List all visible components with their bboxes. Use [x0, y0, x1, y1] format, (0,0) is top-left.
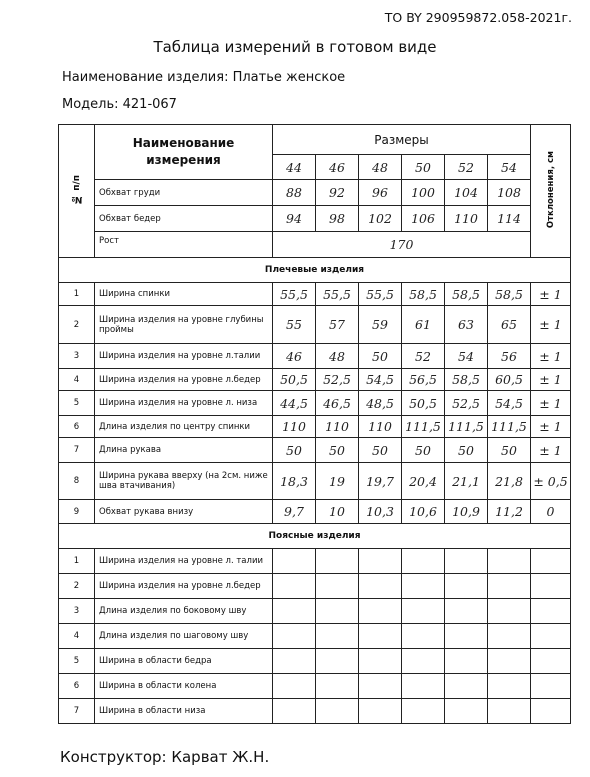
row-label: Ширина в области бедра [95, 649, 273, 674]
row-value: 111,5 [402, 416, 445, 438]
empty-cell [273, 549, 316, 574]
top-row-value: 88 [273, 180, 316, 206]
row-value: 54,5 [359, 369, 402, 391]
table-row [59, 283, 571, 306]
table-row [59, 306, 571, 344]
size-48: 48 [359, 155, 402, 180]
empty-cell [445, 574, 488, 599]
row-label: Ширина в области колена [95, 674, 273, 699]
row-tolerance: ± 1 [531, 369, 571, 391]
row-number: 4 [59, 369, 95, 391]
empty-cell [273, 674, 316, 699]
row-label: Длина изделия по боковому шву [95, 599, 273, 624]
empty-cell [531, 549, 571, 574]
row-value: 110 [316, 416, 359, 438]
row-value: 111,5 [445, 416, 488, 438]
row-tolerance: ± 1 [531, 306, 571, 344]
row-value: 50 [359, 344, 402, 369]
tolerance-header-cell [531, 125, 571, 258]
row-value: 59 [359, 306, 402, 344]
table-row [59, 549, 571, 574]
sizes-header: Размеры [273, 125, 531, 155]
row-label: Ширина рукава вверху (на 2см. ниже шва втачивания) [95, 463, 273, 500]
section-waist-title: Поясные изделия [59, 524, 571, 549]
tolerance-header: Отклонения, см [545, 150, 556, 229]
row-number: 4 [59, 624, 95, 649]
row-value: 10 [316, 500, 359, 524]
row-value: 9,7 [273, 500, 316, 524]
top-row-value: 108 [488, 180, 531, 206]
top-row-label: Обхват груди [95, 180, 273, 206]
empty-cell [273, 574, 316, 599]
row-value: 50 [488, 438, 531, 463]
row-value: 50 [445, 438, 488, 463]
table-row [59, 699, 571, 724]
row-value: 55 [273, 306, 316, 344]
row-value: 10,6 [402, 500, 445, 524]
row-label: Длина изделия по шаговому шву [95, 624, 273, 649]
row-label: Ширина изделия на уровне л. низа [95, 391, 273, 416]
row-label: Ширина изделия на уровне л.бедер [95, 369, 273, 391]
table-row [59, 391, 571, 416]
row-value: 50 [359, 438, 402, 463]
row-value: 110 [359, 416, 402, 438]
row-value: 52,5 [316, 369, 359, 391]
top-row-value: 92 [316, 180, 359, 206]
name-header: Наименование измерения [95, 125, 273, 180]
empty-cell [445, 699, 488, 724]
empty-cell [359, 599, 402, 624]
row-number: 8 [59, 463, 95, 500]
row-value: 60,5 [488, 369, 531, 391]
top-row-value: 102 [359, 206, 402, 232]
row-value: 50 [273, 438, 316, 463]
empty-cell [531, 674, 571, 699]
row-value: 10,3 [359, 500, 402, 524]
empty-cell [488, 599, 531, 624]
measurements-table [58, 124, 571, 724]
empty-cell [402, 574, 445, 599]
row-label: Обхват рукава внизу [95, 500, 273, 524]
empty-cell [402, 549, 445, 574]
empty-cell [273, 699, 316, 724]
row-value: 52,5 [445, 391, 488, 416]
row-value: 10,9 [445, 500, 488, 524]
empty-cell [402, 674, 445, 699]
row-label: Ширина изделия на уровне л.талии [95, 344, 273, 369]
empty-cell [488, 674, 531, 699]
size-44: 44 [273, 155, 316, 180]
row-value: 55,5 [273, 283, 316, 306]
top-row-value: 100 [402, 180, 445, 206]
num-header: № п/п [71, 175, 82, 204]
row-value: 58,5 [488, 283, 531, 306]
num-header-cell [59, 125, 95, 258]
empty-cell [488, 624, 531, 649]
empty-cell [531, 624, 571, 649]
empty-cell [359, 624, 402, 649]
row-number: 1 [59, 549, 95, 574]
size-52: 52 [445, 155, 488, 180]
row-label: Ширина изделия на уровне л.бедер [95, 574, 273, 599]
top-row-value: 94 [273, 206, 316, 232]
row-label: Ширина спинки [95, 283, 273, 306]
row-label: Ширина изделия на уровне л. талии [95, 549, 273, 574]
height-value: 170 [273, 232, 531, 258]
row-value: 65 [488, 306, 531, 344]
empty-cell [359, 699, 402, 724]
row-tolerance: 0 [531, 500, 571, 524]
row-number: 5 [59, 649, 95, 674]
row-label: Ширина в области низа [95, 699, 273, 724]
row-value: 19 [316, 463, 359, 500]
row-value: 56,5 [402, 369, 445, 391]
row-value: 19,7 [359, 463, 402, 500]
empty-cell [316, 649, 359, 674]
top-row-value: 106 [402, 206, 445, 232]
empty-cell [316, 674, 359, 699]
empty-cell [445, 674, 488, 699]
table-row [59, 624, 571, 649]
row-label: Длина изделия по центру спинки [95, 416, 273, 438]
row-tolerance: ± 0,5 [531, 463, 571, 500]
row-label: Ширина изделия на уровне глубины проймы [95, 306, 273, 344]
empty-cell [359, 574, 402, 599]
empty-cell [273, 649, 316, 674]
model-number: Модель: 421-067 [62, 97, 177, 112]
row-value: 50,5 [402, 391, 445, 416]
row-number: 6 [59, 674, 95, 699]
empty-cell [273, 599, 316, 624]
row-value: 55,5 [359, 283, 402, 306]
top-row-value: 104 [445, 180, 488, 206]
row-number: 3 [59, 599, 95, 624]
table-row [59, 500, 571, 524]
row-value: 58,5 [445, 283, 488, 306]
table-row [59, 649, 571, 674]
row-value: 48 [316, 344, 359, 369]
row-value: 48,5 [359, 391, 402, 416]
row-value: 21,1 [445, 463, 488, 500]
table-row [59, 416, 571, 438]
empty-cell [531, 649, 571, 674]
row-value: 58,5 [445, 369, 488, 391]
empty-cell [316, 574, 359, 599]
row-value: 21,8 [488, 463, 531, 500]
top-row-value: 110 [445, 206, 488, 232]
empty-cell [445, 624, 488, 649]
size-46: 46 [316, 155, 359, 180]
row-value: 111,5 [488, 416, 531, 438]
section-shoulder-title: Плечевые изделия [59, 258, 571, 283]
empty-cell [402, 624, 445, 649]
empty-cell [359, 549, 402, 574]
row-value: 46 [273, 344, 316, 369]
table-row [59, 674, 571, 699]
row-number: 1 [59, 283, 95, 306]
row-value: 46,5 [316, 391, 359, 416]
row-number: 2 [59, 574, 95, 599]
row-value: 61 [402, 306, 445, 344]
row-value: 54 [445, 344, 488, 369]
document-title: Таблица измерений в готовом виде [153, 38, 437, 56]
table-row [59, 463, 571, 500]
empty-cell [273, 624, 316, 649]
row-number: 7 [59, 438, 95, 463]
row-tolerance: ± 1 [531, 344, 571, 369]
row-value: 20,4 [402, 463, 445, 500]
empty-cell [488, 699, 531, 724]
row-value: 52 [402, 344, 445, 369]
table-row [59, 599, 571, 624]
row-value: 57 [316, 306, 359, 344]
row-number: 7 [59, 699, 95, 724]
empty-cell [531, 699, 571, 724]
empty-cell [402, 699, 445, 724]
row-value: 55,5 [316, 283, 359, 306]
empty-cell [445, 549, 488, 574]
table-row [59, 344, 571, 369]
table-row [59, 438, 571, 463]
empty-cell [402, 599, 445, 624]
row-value: 50 [316, 438, 359, 463]
empty-cell [359, 649, 402, 674]
row-value: 50 [402, 438, 445, 463]
empty-cell [488, 574, 531, 599]
row-number: 3 [59, 344, 95, 369]
empty-cell [316, 699, 359, 724]
empty-cell [531, 599, 571, 624]
empty-cell [445, 599, 488, 624]
table-row [59, 369, 571, 391]
top-row-value: 114 [488, 206, 531, 232]
row-value: 58,5 [402, 283, 445, 306]
row-value: 50,5 [273, 369, 316, 391]
standard-number: ТО BY 290959872.058-2021г. [384, 10, 572, 25]
empty-cell [316, 549, 359, 574]
empty-cell [359, 674, 402, 699]
size-50: 50 [402, 155, 445, 180]
row-value: 56 [488, 344, 531, 369]
empty-cell [488, 549, 531, 574]
height-label: Рост [95, 232, 273, 258]
empty-cell [316, 599, 359, 624]
row-label: Длина рукава [95, 438, 273, 463]
empty-cell [402, 649, 445, 674]
row-tolerance: ± 1 [531, 416, 571, 438]
size-54: 54 [488, 155, 531, 180]
top-row-value: 98 [316, 206, 359, 232]
row-tolerance: ± 1 [531, 391, 571, 416]
empty-cell [488, 649, 531, 674]
row-tolerance: ± 1 [531, 283, 571, 306]
row-value: 54,5 [488, 391, 531, 416]
row-value: 11,2 [488, 500, 531, 524]
row-number: 2 [59, 306, 95, 344]
row-value: 110 [273, 416, 316, 438]
row-value: 18,3 [273, 463, 316, 500]
table-row [59, 574, 571, 599]
empty-cell [316, 624, 359, 649]
constructor-signature: Конструктор: Карват Ж.Н. [60, 748, 270, 766]
row-number: 6 [59, 416, 95, 438]
product-name: Наименование изделия: Платье женское [62, 70, 346, 85]
empty-cell [531, 574, 571, 599]
row-number: 5 [59, 391, 95, 416]
top-row-label: Обхват бедер [95, 206, 273, 232]
empty-cell [445, 649, 488, 674]
row-value: 63 [445, 306, 488, 344]
top-row-value: 96 [359, 180, 402, 206]
row-tolerance: ± 1 [531, 438, 571, 463]
row-number: 9 [59, 500, 95, 524]
row-value: 44,5 [273, 391, 316, 416]
